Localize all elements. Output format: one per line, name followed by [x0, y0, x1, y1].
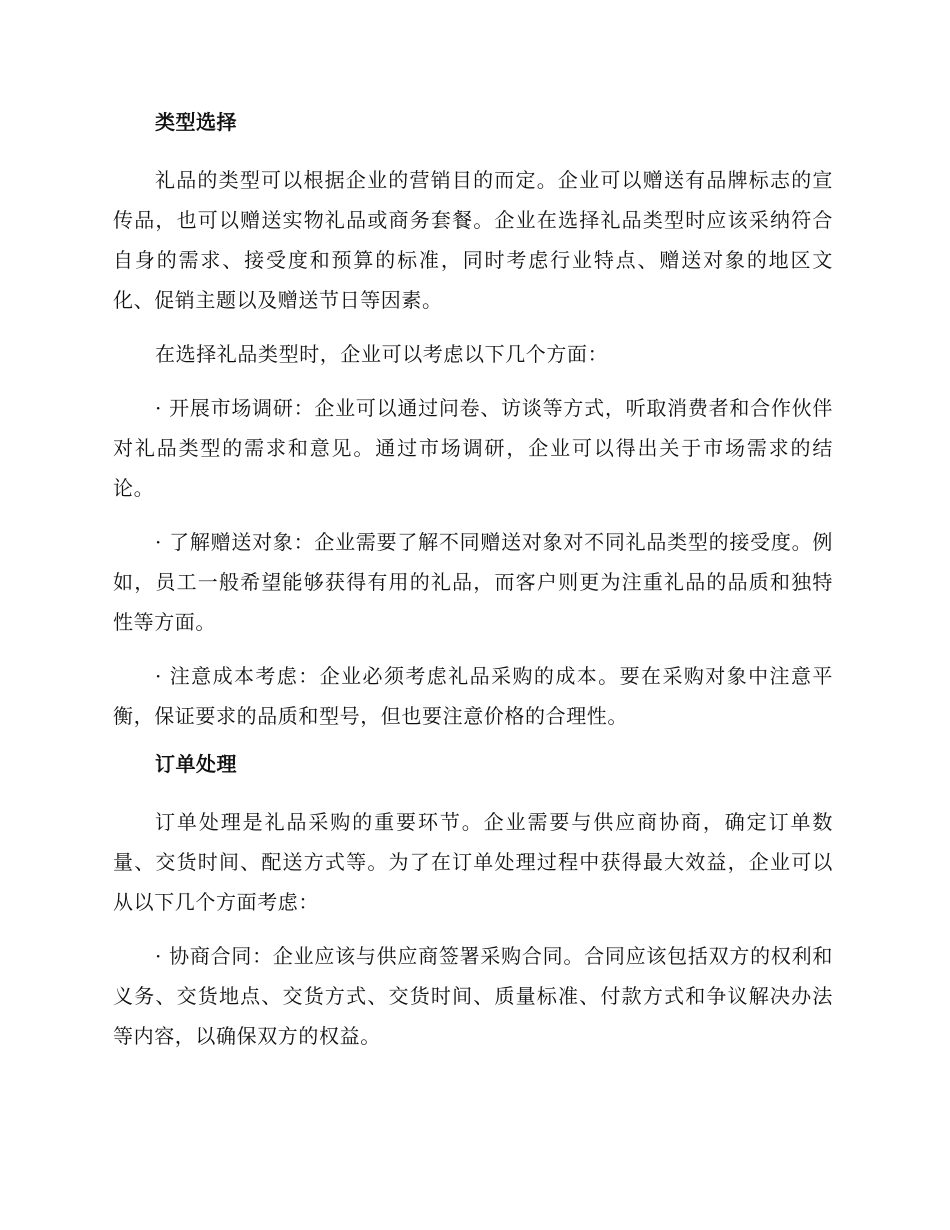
- paragraph-intro: 礼品的类型可以根据企业的营销目的而定。企业可以赠送有品牌标志的宣传品，也可以赠送实物礼品或商务套餐。企业在选择礼品类型时应该采纳符合自身的需求、接受度和预算的标准，同时考虑行业特点、赠送对象的地区文化、促销主题以及赠送节日等因素。: [113, 168, 833, 312]
- bullet-contract: · 协商合同：企业应该与供应商签署采购合同。合同应该包括双方的权利和义务、交货地点、交货方式、交货时间、质量标准、付款方式和争议解决办法等内容，以确保双方的权益。: [113, 944, 833, 1048]
- section-heading-order-processing: 订单处理: [155, 752, 237, 776]
- bullet-recipients: · 了解赠送对象：企业需要了解不同赠送对象对不同礼品类型的接受度。例如，员工一般希望能够获得有用的礼品，而客户则更为注重礼品的品质和独特性等方面。: [113, 530, 833, 634]
- bullet-market-research: · 开展市场调研：企业可以通过问卷、访谈等方式，听取消费者和合作伙伴对礼品类型的需求和意见。通过市场调研，企业可以得出关于市场需求的结论。: [113, 396, 833, 500]
- bullet-cost: · 注意成本考虑：企业必须考虑礼品采购的成本。要在采购对象中注意平衡，保证要求的品质和型号，但也要注意价格的合理性。: [113, 664, 833, 728]
- paragraph-order-intro: 订单处理是礼品采购的重要环节。企业需要与供应商协商，确定订单数量、交货时间、配送方式等。为了在订单处理过程中获得最大效益，企业可以从以下几个方面考虑：: [113, 810, 833, 914]
- paragraph-aspects: 在选择礼品类型时，企业可以考虑以下几个方面：: [155, 342, 609, 366]
- section-heading-type-selection: 类型选择: [155, 110, 237, 134]
- document-page: [113, 108, 833, 1070]
